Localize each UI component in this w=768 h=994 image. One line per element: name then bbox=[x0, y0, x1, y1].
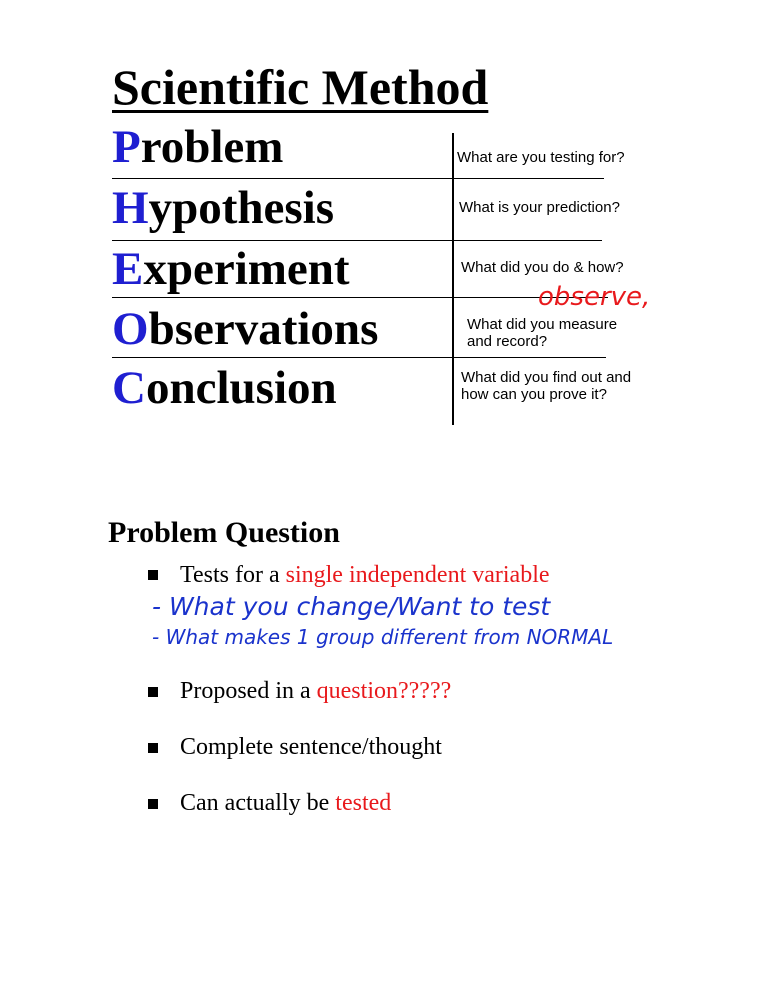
step-experiment bbox=[112, 242, 350, 296]
handwritten-observe: observe, bbox=[538, 282, 651, 312]
row-divider bbox=[112, 178, 604, 179]
square-bullet-icon bbox=[148, 570, 158, 580]
row-divider bbox=[112, 240, 602, 241]
step-label: roblem bbox=[140, 121, 284, 173]
handwritten-note: - What makes 1 group different from NORMAL bbox=[152, 625, 614, 649]
step-hypothesis bbox=[112, 181, 334, 235]
step-conclusion bbox=[112, 361, 337, 415]
square-bullet-icon bbox=[148, 687, 158, 697]
step-initial: E bbox=[112, 243, 144, 295]
question-conclusion-line2: how can you prove it? bbox=[461, 386, 607, 403]
square-bullet-icon bbox=[148, 743, 158, 753]
step-label: ypothesis bbox=[148, 182, 334, 234]
section-heading: Problem Question bbox=[108, 516, 340, 549]
question-experiment: What did you do & how? bbox=[461, 259, 624, 276]
square-bullet-icon bbox=[148, 799, 158, 809]
column-divider bbox=[452, 133, 454, 425]
step-initial: P bbox=[112, 121, 141, 173]
bullet-text: Proposed in a question????? bbox=[180, 678, 452, 704]
step-initial: C bbox=[112, 362, 146, 414]
question-observations-line2: and record? bbox=[467, 333, 548, 350]
page-title: Scientific Method bbox=[112, 59, 489, 115]
bullet-text: Complete sentence/thought bbox=[180, 734, 442, 760]
row-divider bbox=[112, 297, 608, 298]
question-observations-line1: What did you measure bbox=[467, 316, 618, 333]
handwritten-note: - What you change/Want to test bbox=[152, 592, 551, 621]
question-problem: What are you testing for? bbox=[457, 149, 625, 166]
step-label: bservations bbox=[148, 303, 379, 355]
bullet-text: Tests for a single independent variable bbox=[180, 562, 550, 588]
question-hypothesis: What is your prediction? bbox=[459, 199, 620, 216]
row-divider bbox=[112, 357, 606, 358]
step-initial: H bbox=[112, 182, 149, 234]
step-problem bbox=[112, 120, 283, 174]
step-label: onclusion bbox=[145, 362, 337, 414]
step-observations bbox=[112, 302, 378, 356]
question-conclusion-line1: What did you find out and bbox=[461, 369, 632, 386]
bullet-text: Can actually be tested bbox=[180, 790, 392, 816]
step-initial: O bbox=[112, 303, 149, 355]
step-label: xperiment bbox=[143, 243, 350, 295]
